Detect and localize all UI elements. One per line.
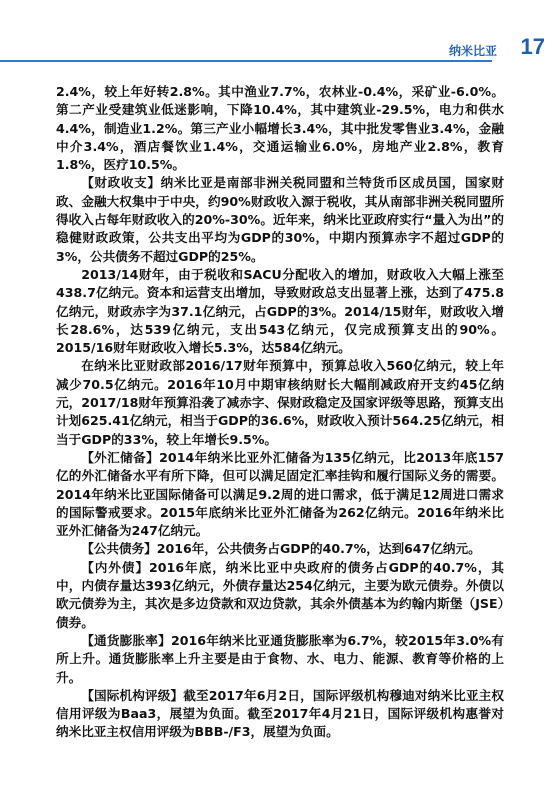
paragraph-fiscal: 【财政收支】纳米比亚是南部非洲关税同盟和兰特货币区成员国，国家财政、金融大权集中于中央，约90%财政收入源于税收，其从南部非洲关税同盟所得收入占每年财政收入的20%-30%。近年来，纳米比亚政府实行“量入为出”的稳健财政政策，公共支出平均为GDP的30%，中期内预算赤字不超过GDP的3%，公共债务不超过GDP的25%。: [56, 175, 504, 264]
paragraph-economy-continued: 2.4%，较上年好转2.8%。其中渔业7.7%，农林业-0.4%，采矿业-6.0%。第二产业受建筑业低迷影响，下降10.4%，其中建筑业-29.5%，电力和供水4.4%，制造业1.2%。第三产业小幅增长3.4%，其中批发零售业3.4%，金融中介3.4%，酒店餐饮业1.4%，交通运输业6.0%，房地产业2.8%，教育1.8%，医疗10.5%。: [56, 84, 504, 173]
paragraph-domestic-foreign-debt: 【内外债】2016年底，纳米比亚中央政府的债务占GDP的40.7%，其中，内债存量达393亿纳元，外债存量达254亿纳元，主要为欧元债券。外债以欧元债券为主，其次是多边贷款和双边贷款，其余外债基本为约翰内斯堡（JSE）债券。: [56, 559, 504, 630]
header-rule: [0, 60, 492, 62]
paragraph-public-debt: 【公共债务】2016年，公共债务占GDP的40.7%，达到647亿纳元。: [81, 541, 481, 557]
paragraph-inflation: 【通货膨胀率】2016年纳米比亚通货膨胀率为6.7%，较2015年3.0%有所上升。通货膨胀率上升主要是由于食物、水、电力、能源、教育等价格的上升。: [56, 632, 504, 685]
body-text: [56, 83, 504, 742]
running-title: 纳米比亚: [448, 44, 497, 58]
paragraph-fiscal-2013: 2013/14财年，由于税收和SACU分配收入的增加，财政收入大幅上涨至438.7亿纳元。资本和运营支出增加，导致财政总支出显著上涨，达到了475.8亿纳元，财政赤字为37.1亿纳元，占GDP的3%。2014/15财年，财政收入增长28.6%，达539亿纳元，支出543亿纳元，仅完成预算支出的90%。2015/16财年财政收入增长5.3%，达584亿纳元。: [56, 266, 504, 356]
page-header: [0, 36, 559, 66]
page-number: 17: [520, 34, 545, 59]
paragraph-budget-2016: 在纳米比亚财政部2016/17财年预算中，预算总收入560亿纳元，较上年减少70.5亿纳元。2016年10月中期审核纳财长大幅削减政府开支约45亿纳元，2017/18财年预算沿袭了减赤字、保财政稳定及国家评级等思路，预算支出计划625.41亿纳元，相当于GDP的36.6%，财政收入预计564.25亿纳元，相当于GDP的33%，较上年增长9.5%。: [56, 358, 504, 447]
paragraph-ratings: 【国际机构评级】截至2017年6月2日，国际评级机构穆迪对纳米比亚主权信用评级为Baa3，展望为负面。截至2017年4月21日，国际评级机构惠誉对纳米比亚主权信用评级为BBB-/F3，展望为负面。: [56, 687, 504, 740]
paragraph-reserves: 【外汇储备】2014年纳米比亚外汇储备为135亿纳元，比2013年底157亿的外汇储备水平有所下降，但可以满足固定汇率挂钩和履行国际义务的需要。2014年纳米比亚国际储备可以满足9.2周的进口需求，低于满足12周进口需求的国际警戒要求。2015年底纳米比亚外汇储备为262亿纳元。2016年纳米比亚外汇储备为247亿纳元。: [56, 449, 504, 539]
